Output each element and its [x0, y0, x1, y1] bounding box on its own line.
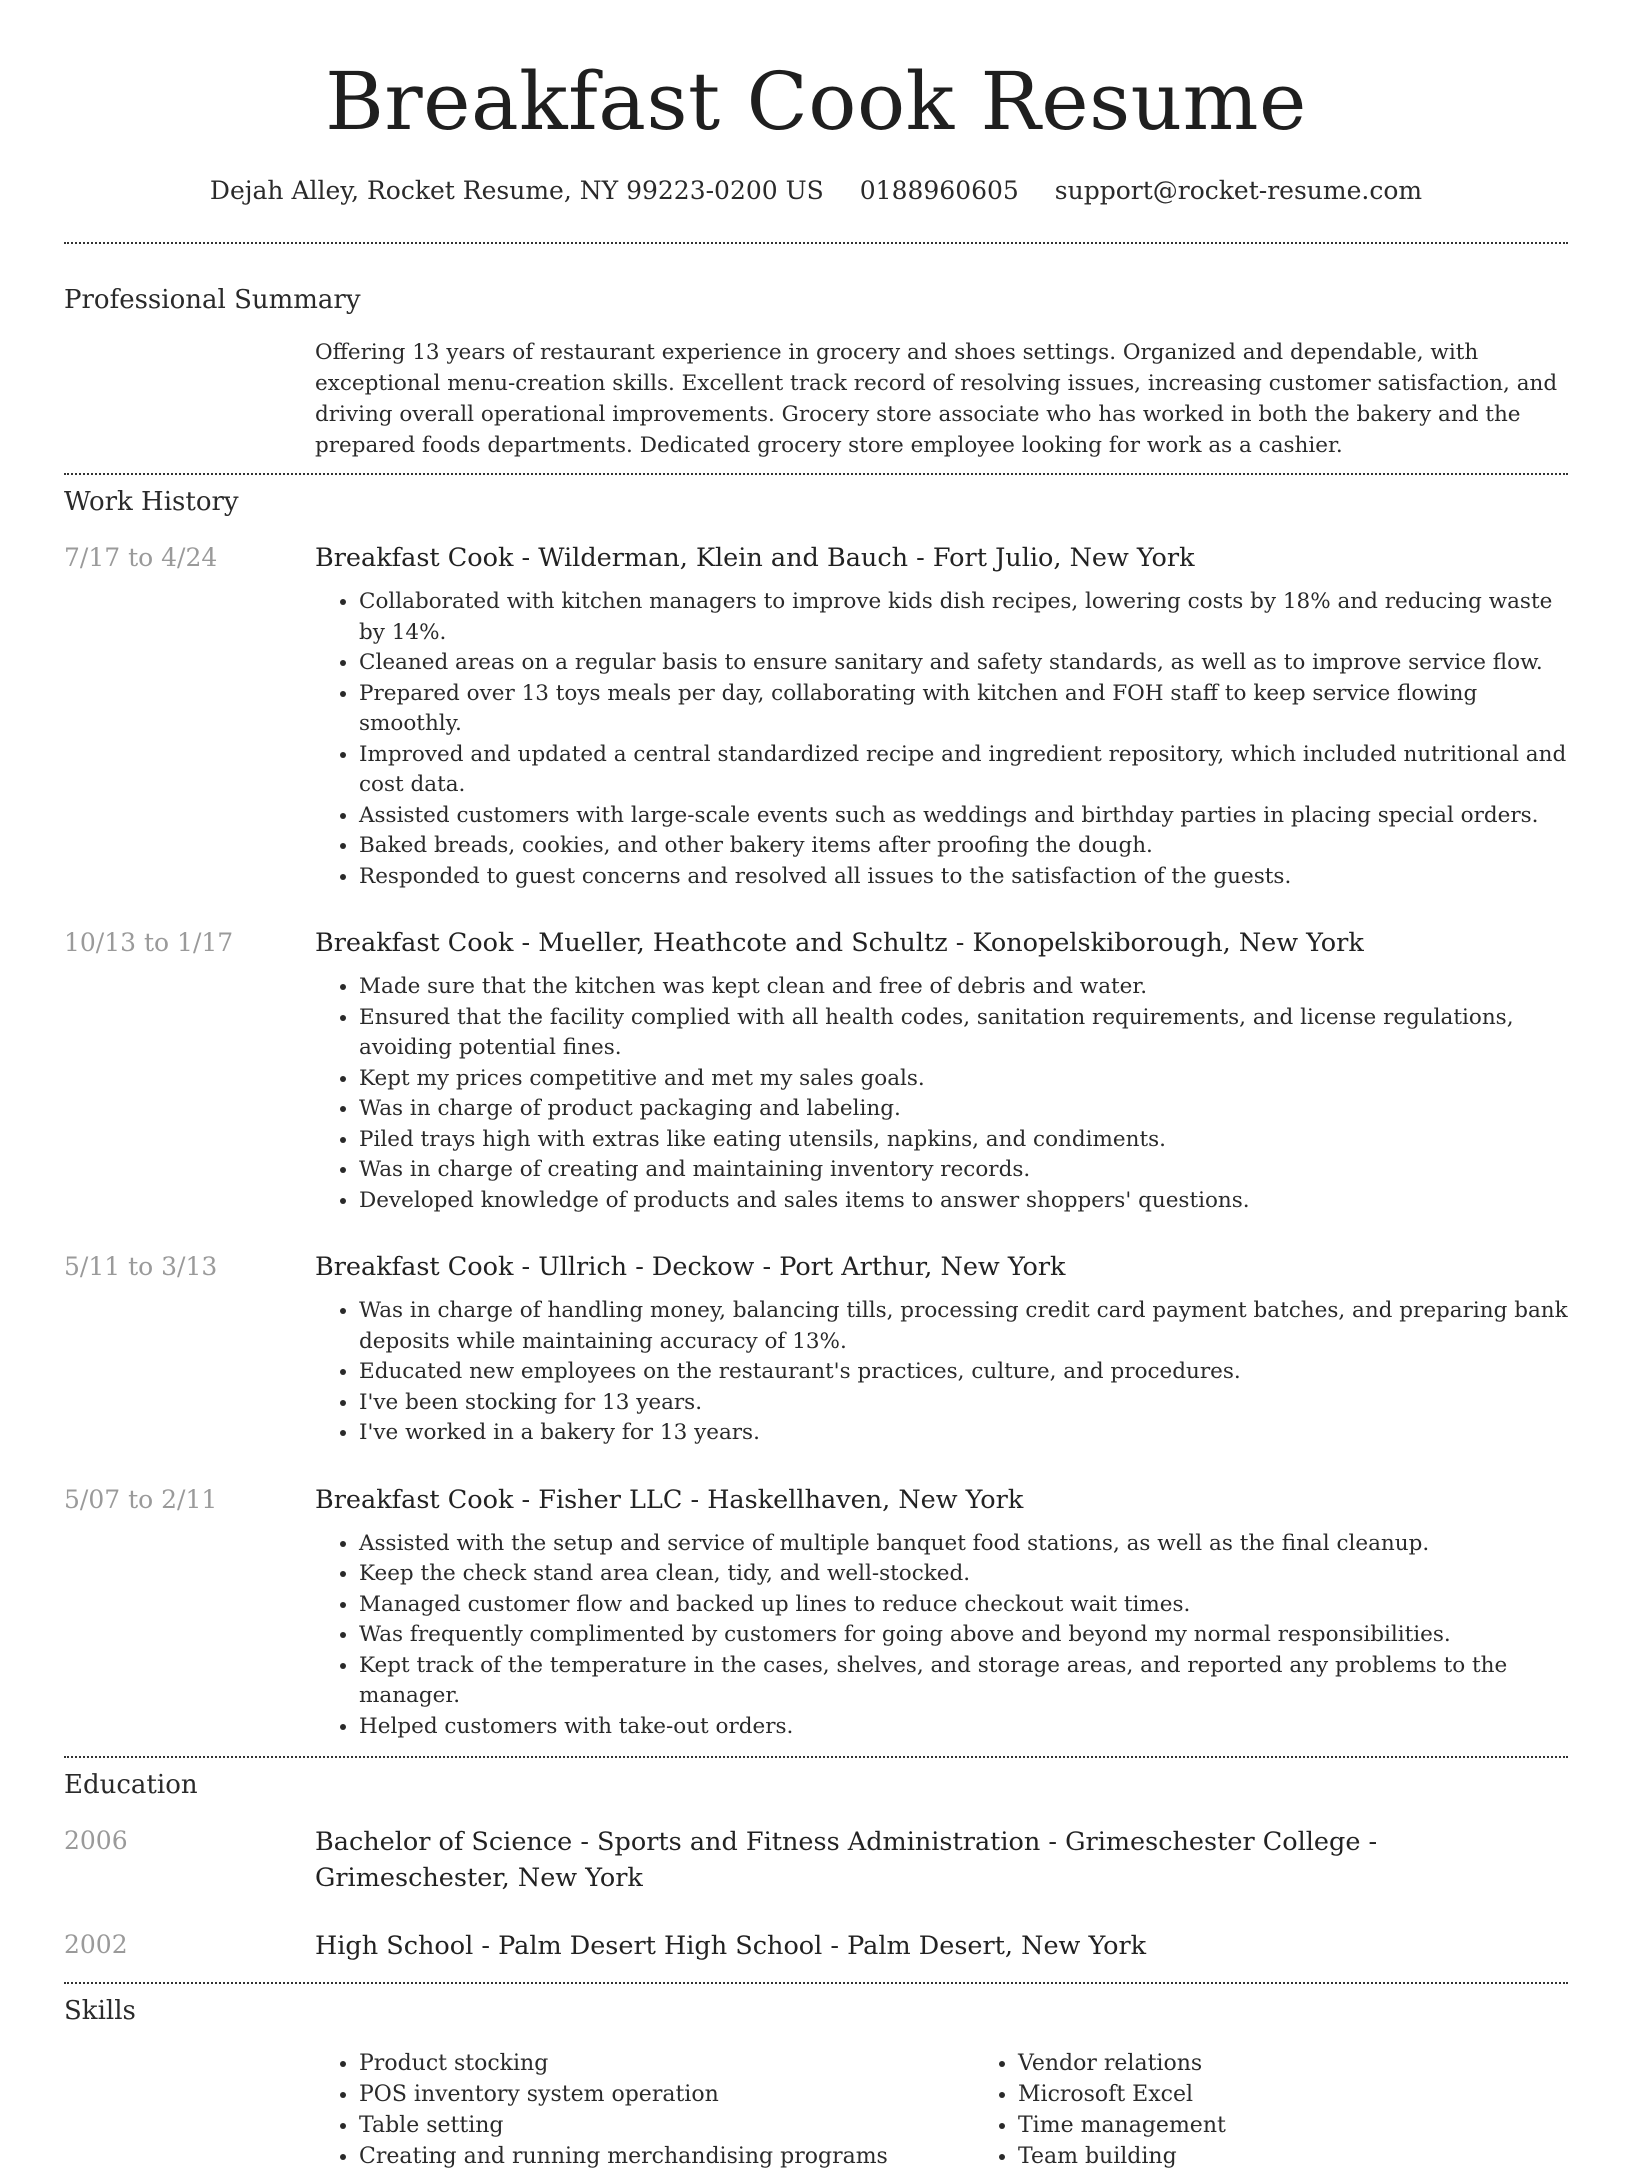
job-body [315, 541, 1568, 892]
job-dates: 10/13 to 1/17 [64, 928, 234, 957]
job-entry [64, 926, 1568, 1216]
skills-columns [315, 2048, 1568, 2172]
summary-body [315, 337, 1568, 461]
skills-list-right [974, 2048, 1226, 2172]
list-item: • Piled trays high with extras like eating utensils, napkins, and condiments. [359, 1125, 1568, 1156]
job-body [315, 926, 1568, 1216]
list-item: • Microsoft Excel [1018, 2079, 1226, 2110]
list-item: • Helped customers with take-out orders. [359, 1712, 1568, 1743]
job-bullets [315, 1296, 1568, 1449]
job-title: Breakfast Cook - Mueller, Heathcote and Schultz - Konopelskiborough, New York [315, 928, 1364, 958]
page-title: Breakfast Cook Resume [325, 55, 1307, 148]
list-item: • I've been stocking for 13 years. [359, 1388, 1568, 1419]
list-item: • Assisted customers with large-scale events such as weddings and birthday parties in placing special orders. [359, 801, 1568, 832]
list-item: • Prepared over 13 toys meals per day, collaborating with kitchen and FOH staff to keep service flowing smoothly. [359, 679, 1568, 740]
education-body [315, 1824, 1568, 1896]
job-bullets [315, 1529, 1568, 1743]
job-body [315, 1250, 1568, 1449]
list-item: • POS inventory system operation [359, 2079, 974, 2110]
summary-heading: Professional Summary [64, 285, 361, 315]
list-item: • Ensured that the facility complied with all health codes, sanitation requirements, and license regulations, avoiding potential fines. [359, 1003, 1568, 1064]
education-entry [64, 1824, 1568, 1896]
job-dates: 5/11 to 3/13 [64, 1252, 218, 1281]
list-item: • Kept track of the temperature in the cases, shelves, and storage areas, and reported any problems to the manager. [359, 1651, 1568, 1712]
list-item: • Baked breads, cookies, and other bakery items after proofing the dough. [359, 831, 1568, 862]
education-year: 2006 [64, 1826, 128, 1855]
summary-section [64, 283, 1568, 461]
list-item: • Collaborated with kitchen managers to improve kids dish recipes, lowering costs by 18% and reducing waste by 14%. [359, 587, 1568, 648]
list-item: • Table setting [359, 2110, 974, 2141]
contact-line [64, 174, 1568, 208]
list-item: • Made sure that the kitchen was kept clean and free of debris and water. [359, 972, 1568, 1003]
job-entry [64, 541, 1568, 892]
list-item: • Managed customer flow and backed up lines to reduce checkout wait times. [359, 1590, 1568, 1621]
job-entry [64, 1483, 1568, 1743]
work-history-heading: Work History [64, 487, 239, 517]
divider [64, 1982, 1568, 1984]
contact-email: support@rocket-resume.com [1054, 176, 1423, 205]
divider [64, 242, 1568, 244]
work-history-section [64, 485, 1568, 1742]
job-dates: 7/17 to 4/24 [64, 543, 218, 572]
skills-heading: Skills [64, 1996, 136, 2026]
list-item: • Product stocking [359, 2048, 974, 2079]
list-item: • Kept my prices competitive and met my sales goals. [359, 1064, 1568, 1095]
contact-address: Dejah Alley, Rocket Resume, NY 99223-0200 US [209, 176, 824, 205]
summary-spacer [64, 337, 315, 461]
list-item: • Creating and running merchandising programs [359, 2141, 974, 2172]
list-item: • I've worked in a bakery for 13 years. [359, 1418, 1568, 1449]
list-item: • Was frequently complimented by customers for going above and beyond my normal responsibilities. [359, 1620, 1568, 1651]
skills-section [64, 1994, 1568, 2172]
education-degree: High School - Palm Desert High School - Palm Desert, New York [315, 1931, 1147, 1961]
divider [64, 473, 1568, 475]
summary-row [64, 337, 1568, 461]
skills-list-left [315, 2048, 974, 2172]
job-bullets [315, 972, 1568, 1216]
summary-text: Offering 13 years of restaurant experience in grocery and shoes settings. Organized and dependable, with exceptional menu-creation skills. Excellent track record of resolving issues, increasing customer satisfaction, and driving overall operational improvements. Grocery store associate who has worked in both the bakery and the prepared foods departments. Dedicated grocery store employee looking for work as a cashier. [315, 340, 1558, 458]
list-item: • Was in charge of handling money, balancing tills, processing credit card payment batches, and preparing bank deposits while maintaining accuracy of 13%. [359, 1296, 1568, 1357]
list-item: • Assisted with the setup and service of multiple banquet food stations, as well as the final cleanup. [359, 1529, 1568, 1560]
job-bullets [315, 587, 1568, 892]
skills-row [64, 2048, 1568, 2172]
divider [64, 1756, 1568, 1758]
job-body [315, 1483, 1568, 1743]
education-section [64, 1768, 1568, 1964]
list-item: • Was in charge of product packaging and labeling. [359, 1094, 1568, 1125]
education-entry [64, 1928, 1568, 1964]
list-item: • Cleaned areas on a regular basis to ensure sanitary and safety standards, as well as to improve service flow. [359, 648, 1568, 679]
job-title: Breakfast Cook - Wilderman, Klein and Bauch - Fort Julio, New York [315, 543, 1195, 573]
list-item: • Responded to guest concerns and resolved all issues to the satisfaction of the guests. [359, 862, 1568, 893]
list-item: • Was in charge of creating and maintaining inventory records. [359, 1155, 1568, 1186]
job-entry [64, 1250, 1568, 1449]
education-degree: Bachelor of Science - Sports and Fitness Administration - Grimeschester College - Grimeschester, New York [315, 1827, 1378, 1893]
list-item: • Keep the check stand area clean, tidy, and well-stocked. [359, 1559, 1568, 1590]
list-item: • Vendor relations [1018, 2048, 1226, 2079]
job-dates: 5/07 to 2/11 [64, 1484, 218, 1514]
job-title: Breakfast Cook - Fisher LLC - Haskellhaven, New York [315, 1484, 1024, 1515]
list-item: • Team building [1018, 2141, 1226, 2172]
job-title: Breakfast Cook - Ullrich - Deckow - Port Arthur, New York [315, 1252, 1066, 1282]
list-item: • Improved and updated a central standardized recipe and ingredient repository, which included nutritional and cost data. [359, 740, 1568, 801]
list-item: • Developed knowledge of products and sales items to answer shoppers' questions. [359, 1186, 1568, 1217]
education-body [315, 1928, 1568, 1964]
contact-phone: 0188960605 [859, 176, 1019, 205]
skills-spacer [64, 2048, 315, 2172]
resume-page [64, 0, 1568, 2172]
list-item: • Time management [1018, 2110, 1226, 2141]
list-item: • Educated new employees on the restaurant's practices, culture, and procedures. [359, 1357, 1568, 1388]
education-year: 2002 [64, 1930, 128, 1959]
education-heading: Education [64, 1770, 198, 1800]
